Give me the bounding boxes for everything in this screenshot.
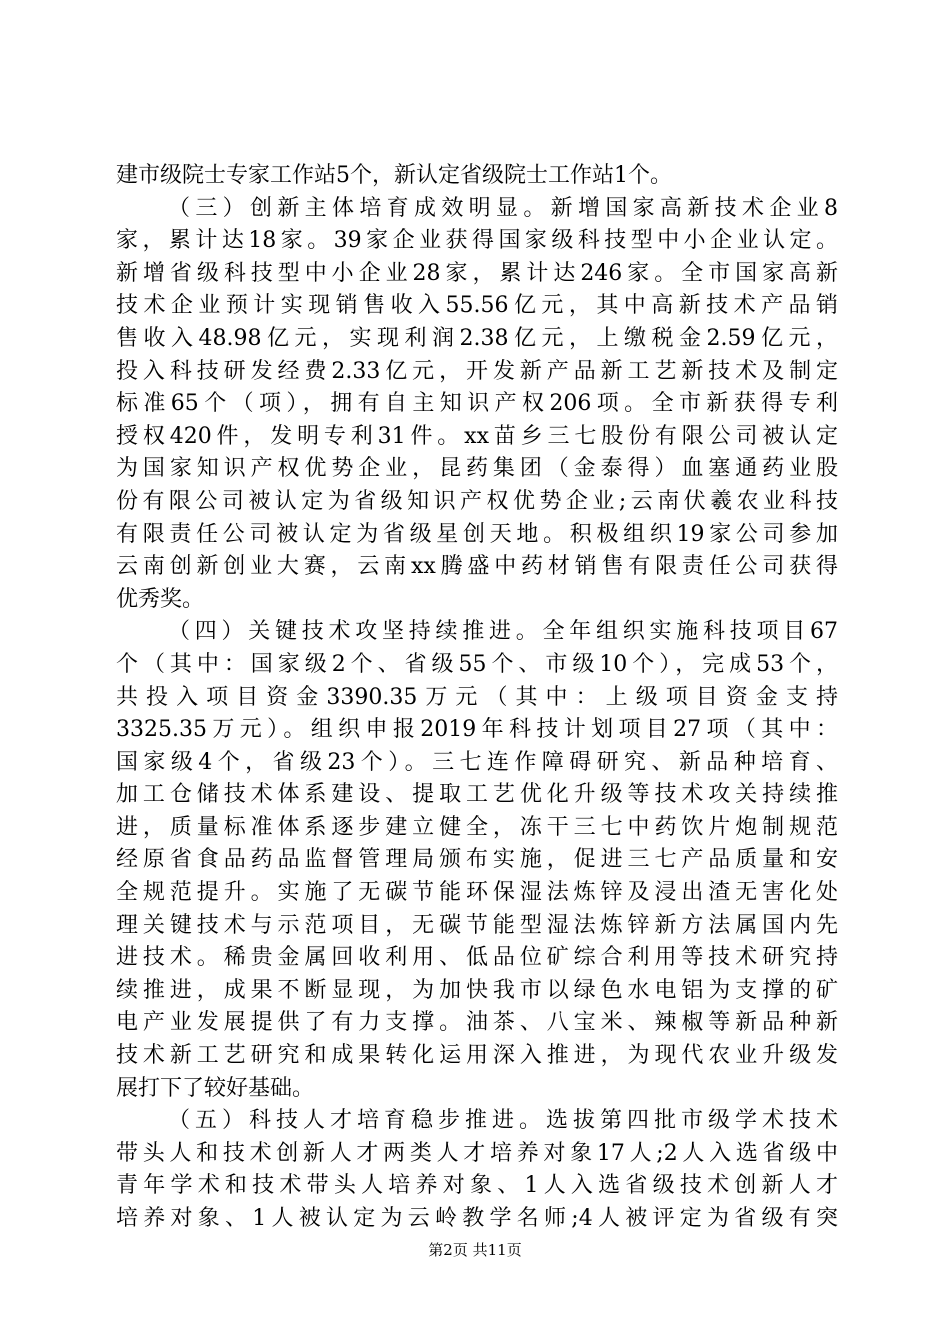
text-line: 份有限公司被认定为省级知识产权优势企业;云南伏羲农业科技 [116,488,838,514]
text-line: 新增省级科技型中小企业28家，累计达246家。全市国家高新 [116,260,838,286]
text-line: 售收入48.98亿元，实现利润2.38亿元，上缴税金2.59亿元， [116,325,838,351]
text-line: 共投入项目资金3390.35万元（其中：上级项目资金支持 [116,684,838,710]
page-footer: 第2页 共11页 [428,1241,522,1259]
text-line: 理关键技术与示范项目，无碳节能型湿法炼锌新方法属国内先 [116,912,838,938]
text-line: 经原省食品药品监督管理局颁布实施，促进三七产品质量和安 [116,847,838,873]
text-line: 青年学术和技术带头人培养对象、1人入选省级技术创新人才 [116,1173,838,1199]
text-line: 全规范提升。实施了无碳节能环保湿法炼锌及浸出渣无害化处 [116,880,838,906]
text-line: 优秀奖。 [116,586,205,612]
text-line: 培养对象、1人被认定为云岭教学名师;4人被评定为省级有突 [116,1206,838,1231]
text-line: 展打下了较好基础。 [116,1075,315,1101]
text-line: 为国家知识产权优势企业，昆药集团（金泰得）血塞通药业股 [116,456,838,482]
text-line: （四）关键技术攻坚持续推进。全年组织实施科技项目67 [168,619,838,645]
text-line: 3325.35万元）。组织申报2019年科技计划项目27项（其中： [116,717,838,743]
text-line: 建市级院士专家工作站5个，新认定省级院士工作站1个。 [116,163,672,188]
text-line: 云南创新创业大赛，云南xx腾盛中药材销售有限责任公司获得 [116,554,838,580]
text-line: 授权420件，发明专利31件。xx苗乡三七股份有限公司被认定 [116,423,838,449]
text-line: 进，质量标准体系逐步建立健全，冻干三七中药饮片炮制规范 [116,814,838,840]
text-line: 技术新工艺研究和成果转化运用深入推进，为现代农业升级发 [116,1043,838,1069]
text-line: 加工仓储技术体系建设、提取工艺优化升级等技术攻关持续推 [116,782,838,808]
text-line: （三）创新主体培育成效明显。新增国家高新技术企业8 [168,195,838,221]
text-line: 个（其中：国家级2个、省级55个、市级10个），完成53个， [116,651,838,677]
text-line: 进技术。稀贵金属回收利用、低品位矿综合利用等技术研究持 [116,945,838,971]
text-line: 国家级4个，省级23个）。三七连作障碍研究、新品种培育、 [116,749,838,775]
text-line: 标准65个（项），拥有自主知识产权206项。全市新获得专利 [116,391,838,417]
text-line: 投入科技研发经费2.33亿元，开发新产品新工艺新技术及制定 [116,358,838,384]
text-line: 技术企业预计实现销售收入55.56亿元，其中高新技术产品销 [116,293,838,319]
text-line: 续推进，成果不断显现，为加快我市以绿色水电铝为支撑的矿 [116,977,838,1003]
text-line: 电产业发展提供了有力支撑。油茶、八宝米、辣椒等新品种新 [116,1010,838,1036]
document-body [116,160,838,1236]
text-line: 家，累计达18家。39家企业获得国家级科技型中小企业认定。 [116,228,838,254]
text-line: （五）科技人才培育稳步推进。选拔第四批市级学术技术 [168,1108,838,1134]
text-line: 带头人和技术创新人才两类人才培养对象17人;2人入选省级中 [116,1140,838,1166]
text-line: 有限责任公司被认定为省级星创天地。积极组织19家公司参加 [116,521,838,547]
